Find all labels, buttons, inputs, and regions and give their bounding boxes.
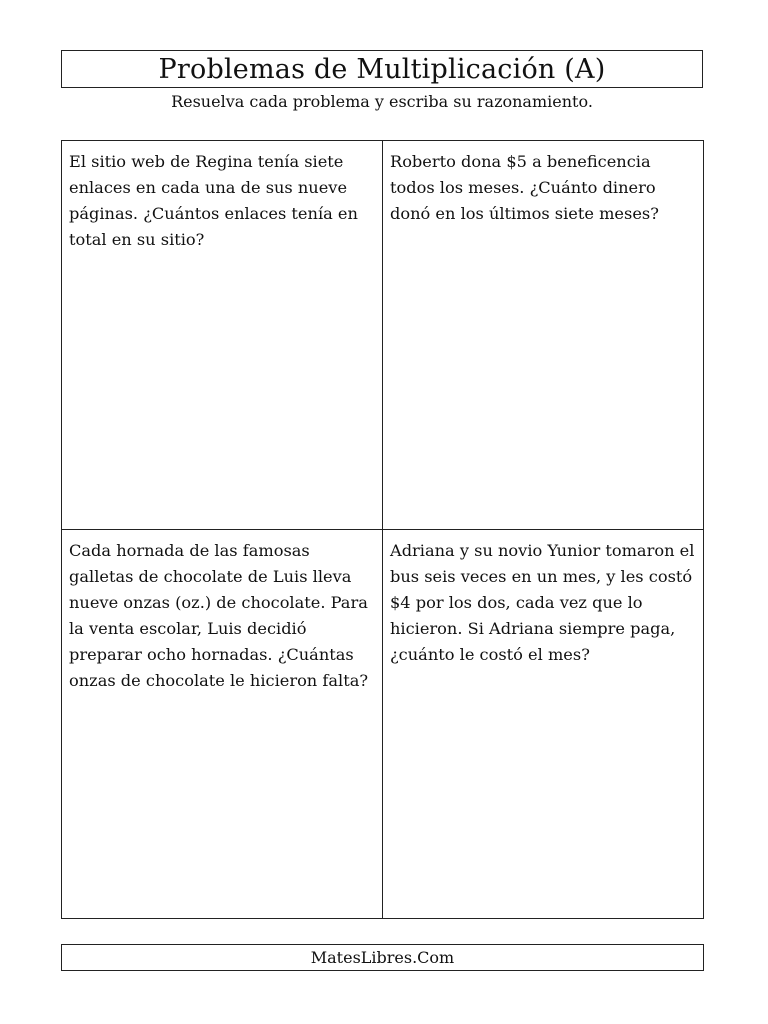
problem-text: Roberto dona $5 a beneficencia todos los meses. ¿Cuánto dinero donó en los últimos siete meses? (390, 152, 659, 223)
problem-cell-1 (62, 141, 383, 530)
problem-grid (61, 140, 704, 919)
footer-site-name: MatesLibres.Com (61, 944, 704, 971)
worksheet-instructions: Resuelva cada problema y escriba su razonamiento. (171, 92, 593, 111)
worksheet-title: Problemas de Multiplicación (A) (61, 50, 703, 88)
problem-cell-4 (383, 530, 703, 918)
problem-cell-2 (383, 141, 703, 530)
problem-text: Cada hornada de las famosas galletas de chocolate de Luis lleva nueve onzas (oz.) de chocolate. Para la venta escolar, Luis decidió preparar ocho hornadas. ¿Cuántas onzas de chocolate le hicieron falta? (69, 541, 369, 690)
problem-cell-3 (62, 530, 383, 918)
problem-text: El sitio web de Regina tenía siete enlaces en cada una de sus nueve páginas. ¿Cuántos enlaces tenía en total en su sitio? (69, 152, 358, 249)
problem-text: Adriana y su novio Yunior tomaron el bus seis veces en un mes, y les costó $4 por los dos, cada vez que lo hicieron. Si Adriana siempre paga, ¿cuánto le costó el mes? (390, 541, 695, 664)
